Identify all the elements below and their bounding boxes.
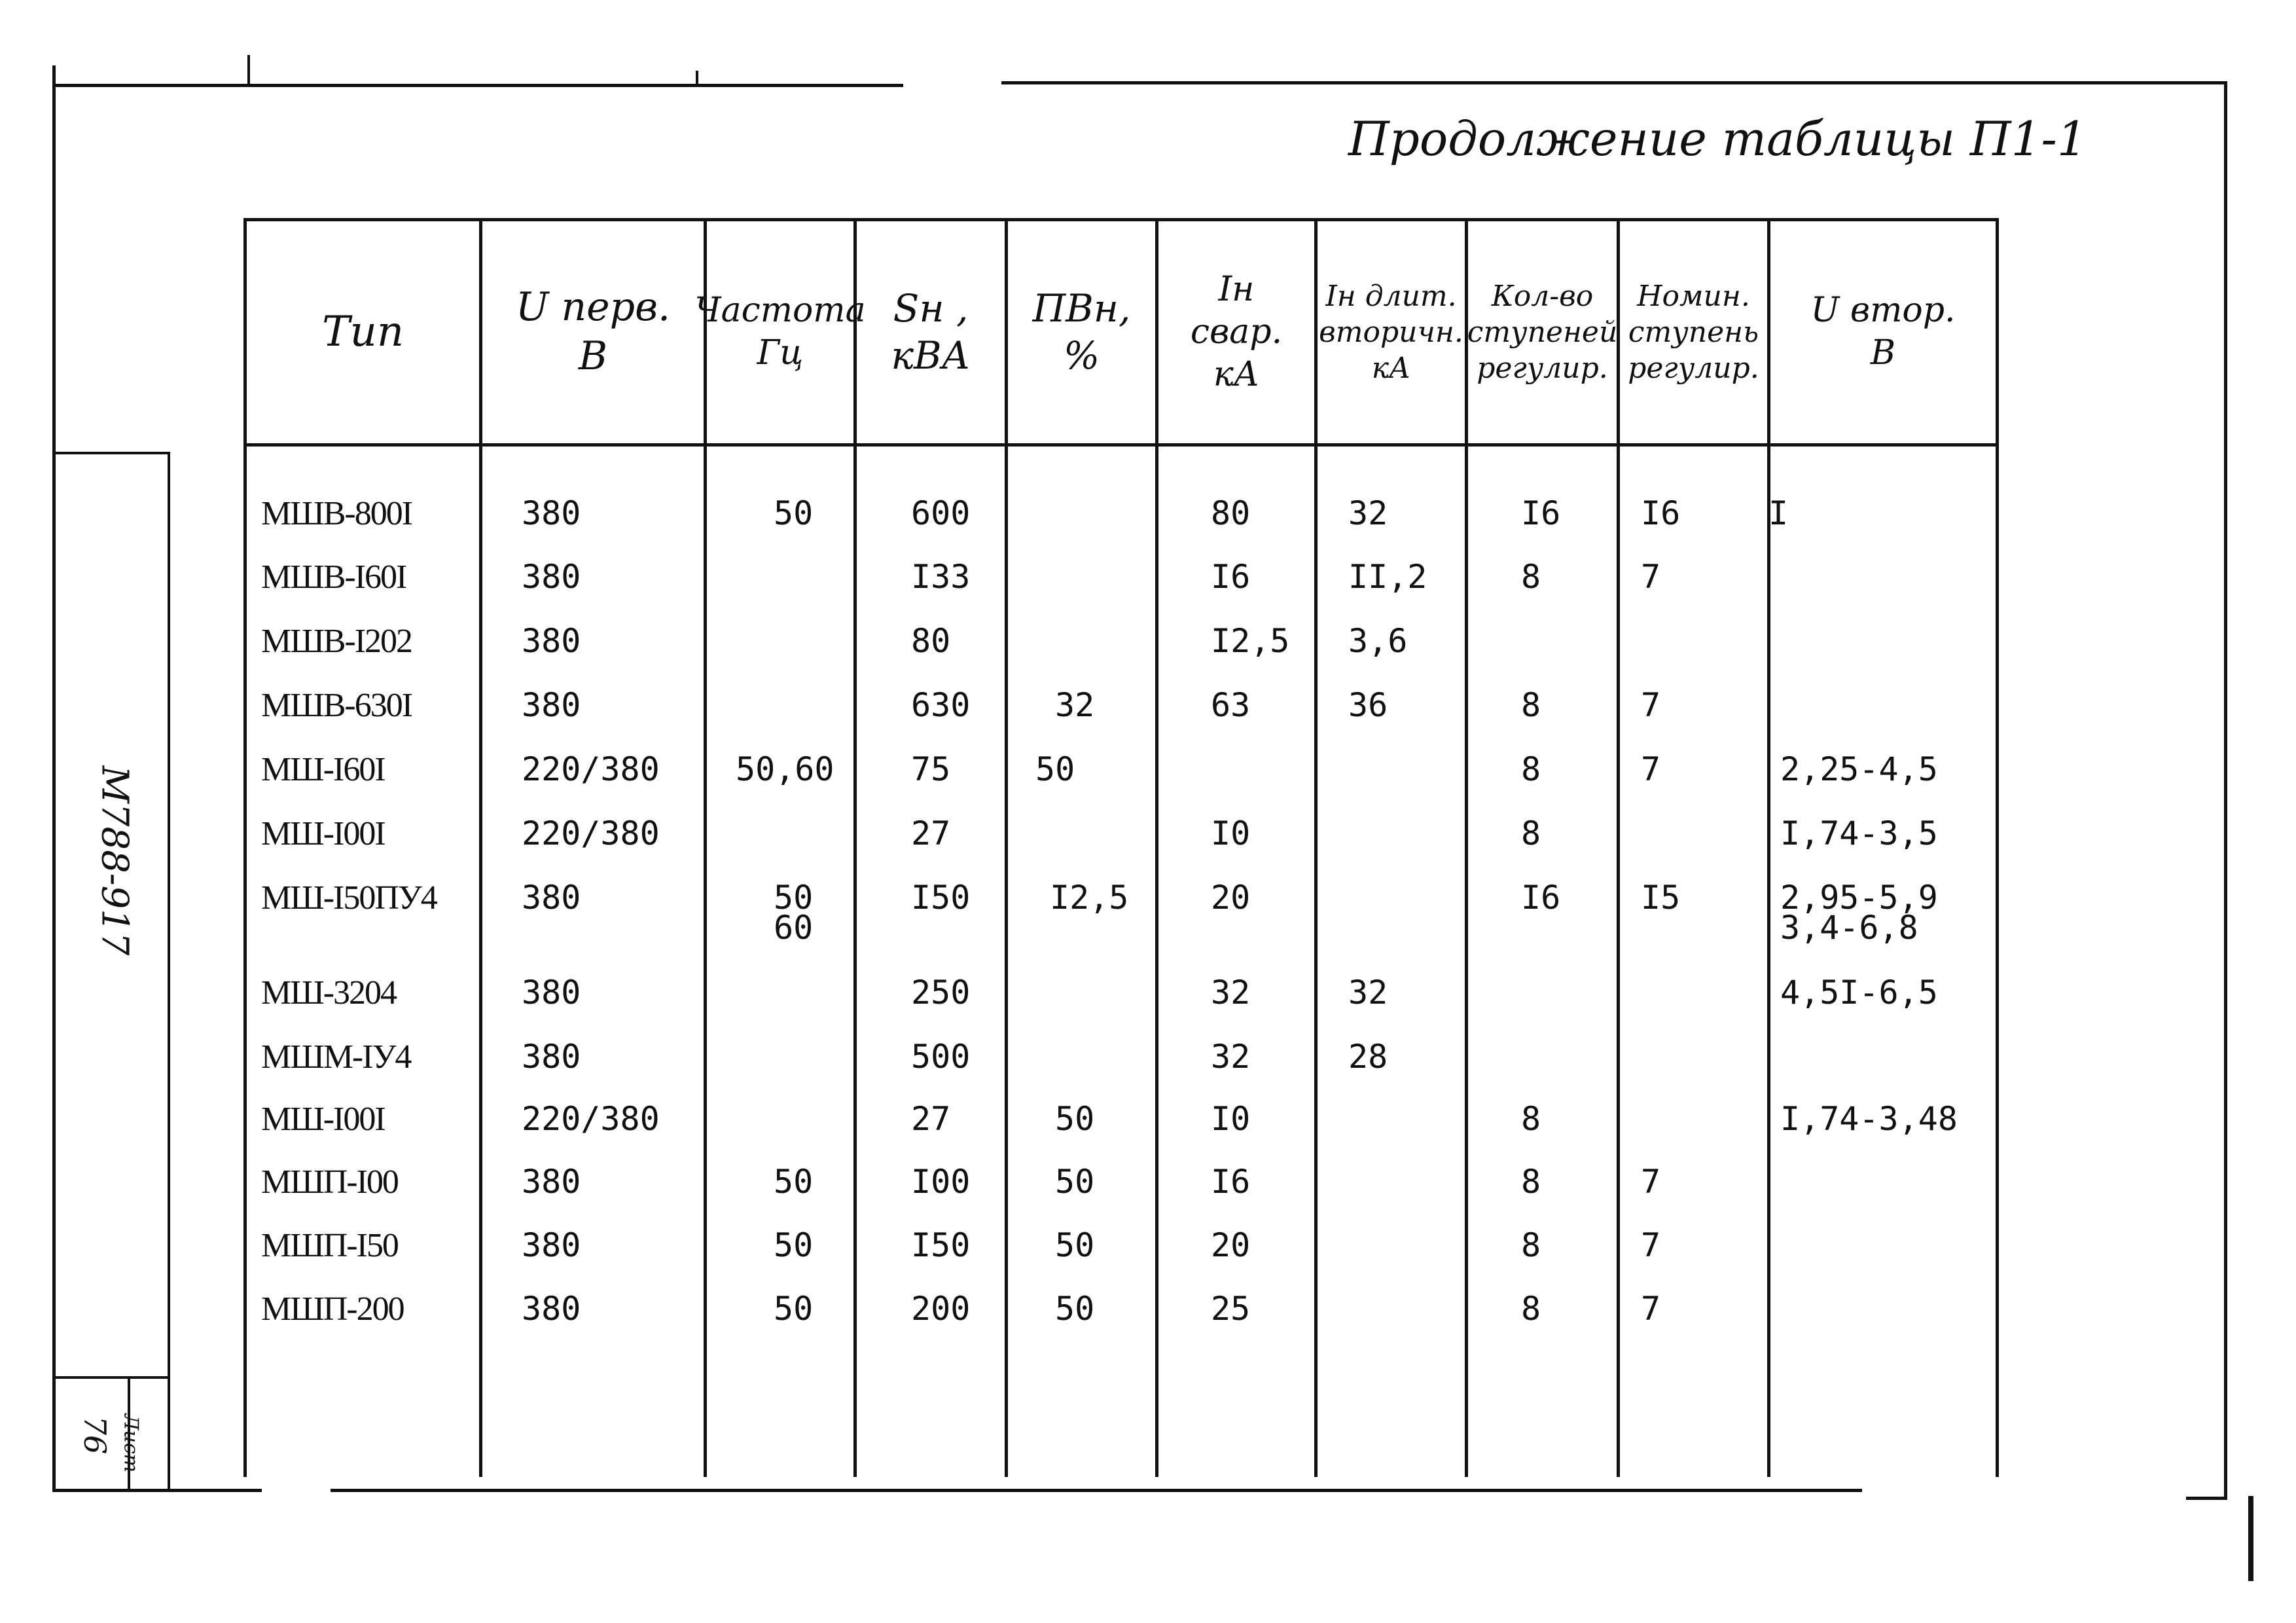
- cell-power: I50: [911, 1226, 971, 1264]
- cell-u-primary: 380: [522, 686, 581, 724]
- document-code: М788-917: [93, 765, 136, 956]
- cell-type: МШВ-I202: [261, 623, 412, 660]
- cell-weld-current: I6: [1211, 558, 1251, 596]
- table-row: [243, 976, 1999, 1040]
- cell-weld-current: 20: [1211, 1226, 1251, 1264]
- header-bottom-border: [243, 443, 1999, 447]
- cell-type: МШВ-800I: [261, 495, 412, 532]
- cell-weld-current: I6: [1211, 1163, 1251, 1201]
- cell-nominal-step: 7: [1641, 1226, 1661, 1264]
- frame-tick: [247, 55, 250, 85]
- table-row: [243, 1040, 1999, 1104]
- table-row: [243, 1228, 1999, 1292]
- table-top-border: [243, 218, 1999, 221]
- cell-step-count: 8: [1521, 1163, 1541, 1201]
- header-type: Тип: [321, 308, 404, 356]
- header-frequency: Частота Гц: [694, 291, 866, 373]
- table-row: [243, 1165, 1999, 1229]
- cell-step-count: 8: [1521, 1100, 1541, 1138]
- cell-type: МШ-I00I: [261, 1101, 385, 1138]
- sheet-number: 76: [77, 1415, 113, 1455]
- cell-type: МШ-I60I: [261, 751, 385, 788]
- cell-duty-cycle: I2,5: [1050, 879, 1129, 917]
- cell-step-count: I6: [1521, 494, 1561, 532]
- table-row: [243, 624, 1999, 688]
- cell-u-primary: 380: [522, 1290, 581, 1328]
- cell-u-primary: 380: [522, 879, 581, 917]
- cell-weld-current: 63: [1211, 686, 1251, 724]
- cell-frequency: 50: [774, 1226, 814, 1264]
- cell-power: 27: [911, 1100, 951, 1138]
- cell-u-primary: 380: [522, 494, 581, 532]
- table-row: [243, 881, 1999, 972]
- cell-weld-current: 32: [1211, 974, 1251, 1012]
- cell-type: МШ-I00I: [261, 815, 385, 852]
- cell-step-count: 8: [1521, 686, 1541, 724]
- cell-duty-cycle: 50: [1035, 750, 1075, 788]
- cell-u-primary: 380: [522, 1163, 581, 1201]
- cell-frequency: 50: [774, 879, 814, 917]
- cell-secondary-current: 3,6: [1348, 622, 1408, 660]
- cell-power: 80: [911, 622, 951, 660]
- cell-weld-current: I2,5: [1211, 622, 1290, 660]
- cell-u-primary: 380: [522, 974, 581, 1012]
- cell-step-count: 8: [1521, 1290, 1541, 1328]
- cell-u-primary: 380: [522, 622, 581, 660]
- frame-top-left: [52, 84, 903, 87]
- cell-u-secondary-second: 3,4-6,8: [1780, 909, 1918, 947]
- table-row: [243, 560, 1999, 624]
- cell-frequency-second: 60: [774, 909, 814, 947]
- cell-step-count: 8: [1521, 750, 1541, 788]
- table-caption: Продолжение таблицы П1-1: [1348, 111, 2087, 166]
- cut-mark: [2248, 1496, 2253, 1581]
- frame-bottom-left: [52, 1489, 262, 1492]
- cell-u-primary: 220/380: [522, 814, 660, 852]
- stamp-border-top: [52, 452, 170, 454]
- cell-power: 75: [911, 750, 951, 788]
- header-secondary-current: Iн длит. вторичн. кА: [1319, 279, 1463, 385]
- cell-u-primary: 220/380: [522, 750, 660, 788]
- cell-type: МШП-I50: [261, 1227, 398, 1264]
- spec-table: [243, 218, 1999, 1477]
- cell-nominal-step: I5: [1641, 879, 1681, 917]
- cell-type: МШ-I50ПУ4: [261, 879, 437, 917]
- cell-nominal-step: 7: [1641, 750, 1661, 788]
- cell-power: 630: [911, 686, 971, 724]
- cell-u-secondary: 2,95-5,9: [1780, 879, 1938, 917]
- cell-duty-cycle: 50: [1055, 1290, 1095, 1328]
- cell-nominal-step: I6: [1641, 494, 1681, 532]
- cell-frequency: 50,60: [736, 750, 834, 788]
- cell-secondary-current: 32: [1348, 974, 1388, 1012]
- cell-weld-current: 32: [1211, 1038, 1251, 1076]
- cell-weld-current: 20: [1211, 879, 1251, 917]
- cell-power: 250: [911, 974, 971, 1012]
- cell-secondary-current: 28: [1348, 1038, 1388, 1076]
- cell-u-primary: 380: [522, 1226, 581, 1264]
- cell-type: МШП-I00: [261, 1163, 398, 1201]
- frame-tick: [696, 71, 698, 85]
- header-nominal-step: Номин. ступень регулир.: [1628, 279, 1759, 385]
- cell-u-primary: 220/380: [522, 1100, 660, 1138]
- cell-power: I33: [911, 558, 971, 596]
- frame-top-right: [1001, 81, 2227, 84]
- cell-type: МШМ-IУ4: [261, 1038, 411, 1076]
- cell-power: 500: [911, 1038, 971, 1076]
- cell-frequency: 50: [774, 1290, 814, 1328]
- cell-nominal-step: 7: [1641, 1163, 1661, 1201]
- cell-u-secondary: I,74-3,48: [1780, 1100, 1958, 1138]
- cell-weld-current: I0: [1211, 814, 1251, 852]
- frame-bottom-right: [2186, 1497, 2227, 1500]
- header-power: Sн , кВА: [891, 285, 971, 378]
- frame-bottom-middle: [331, 1489, 1862, 1492]
- cell-power: 600: [911, 494, 971, 532]
- cell-type: МШ-3204: [261, 974, 397, 1012]
- cell-u-secondary: I,74-3,5: [1780, 814, 1938, 852]
- stamp-border-right: [168, 452, 170, 1491]
- cell-u-secondary: I: [1768, 494, 1789, 532]
- cell-secondary-current: 36: [1348, 686, 1388, 724]
- cell-weld-current: 80: [1211, 494, 1251, 532]
- cell-weld-current: I0: [1211, 1100, 1251, 1138]
- header-u-primary: U перв. В: [515, 284, 671, 379]
- cell-u-primary: 380: [522, 1038, 581, 1076]
- cell-power: 200: [911, 1290, 971, 1328]
- cell-frequency: 50: [774, 1163, 814, 1201]
- cell-u-secondary: 2,25-4,5: [1780, 750, 1938, 788]
- header-step-count: Кол-во ступеней регулир.: [1467, 279, 1618, 385]
- header-u-secondary: U втор. В: [1810, 291, 1956, 373]
- cell-step-count: 8: [1521, 558, 1541, 596]
- cell-u-primary: 380: [522, 558, 581, 596]
- table-row: [243, 1292, 1999, 1356]
- cell-nominal-step: 7: [1641, 558, 1661, 596]
- header-weld-current: Iн свар. кА: [1190, 269, 1283, 394]
- cell-duty-cycle: 50: [1055, 1100, 1095, 1138]
- table-row: [243, 1102, 1999, 1166]
- cell-step-count: 8: [1521, 1226, 1541, 1264]
- cell-duty-cycle: 32: [1055, 686, 1095, 724]
- sheet-label: Лист: [119, 1413, 143, 1473]
- cell-type: МШВ-I60I: [261, 558, 406, 596]
- cell-step-count: 8: [1521, 814, 1541, 852]
- table-row: [243, 816, 1999, 881]
- table-row: [243, 496, 1999, 560]
- cell-type: МШП-200: [261, 1290, 404, 1328]
- cell-duty-cycle: 50: [1055, 1163, 1095, 1201]
- table-row: [243, 688, 1999, 752]
- cell-type: МШВ-630I: [261, 687, 412, 724]
- cell-step-count: I6: [1521, 879, 1561, 917]
- cell-nominal-step: 7: [1641, 1290, 1661, 1328]
- cell-u-secondary: 4,5I-6,5: [1780, 974, 1938, 1012]
- cell-power: I00: [911, 1163, 971, 1201]
- cell-power: 27: [911, 814, 951, 852]
- sheet-box-top: [52, 1376, 170, 1379]
- table-row: [243, 752, 1999, 816]
- frame-left: [52, 65, 56, 1491]
- cell-secondary-current: II,2: [1348, 558, 1427, 596]
- cell-secondary-current: 32: [1348, 494, 1388, 532]
- cell-duty-cycle: 50: [1055, 1226, 1095, 1264]
- header-duty-cycle: ПВн, %: [1032, 285, 1131, 378]
- cell-frequency: 50: [774, 494, 814, 532]
- cell-nominal-step: 7: [1641, 686, 1661, 724]
- cell-power: I50: [911, 879, 971, 917]
- cell-weld-current: 25: [1211, 1290, 1251, 1328]
- frame-right: [2224, 81, 2227, 1499]
